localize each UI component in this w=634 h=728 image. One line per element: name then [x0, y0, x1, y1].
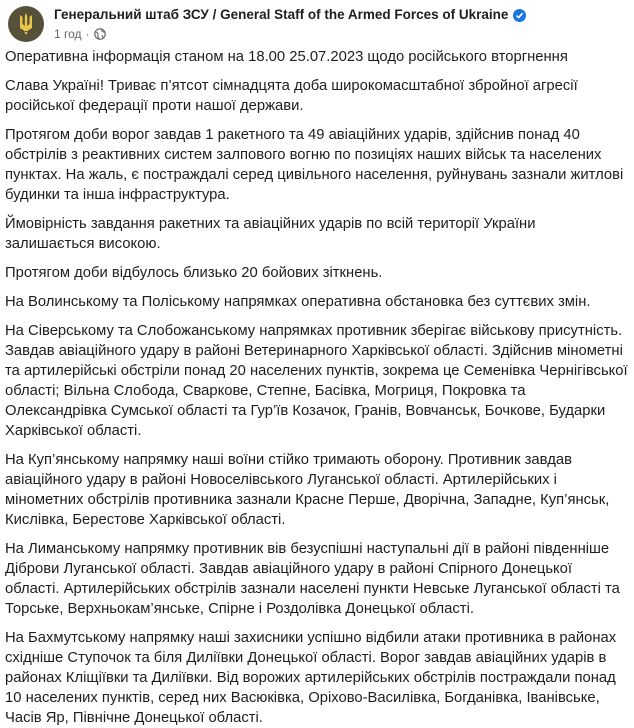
post-paragraph: На Бахмутському напрямку наші захисники успішно відбили атаки противника в районах східніше Ступочок та біля Диліївки Донецької області. Ворог завдав авіаційних ударів в районах Кліщіївки та Диліївки. Від ворожих артилерійських обстрілів постраждали понад 10 населених пунктів, серед них Васюківка, Оріхово-Василівка, Богданівка, Іванівське, Часів Яр, Північне Донецької області. — [5, 630, 617, 726]
page-avatar[interactable] — [8, 6, 44, 42]
globe-icon[interactable] — [94, 28, 106, 40]
post-header — [5, 0, 628, 46]
post-body — [5, 47, 628, 728]
post-paragraph: Протягом доби ворог завдав 1 ракетного та 49 авіаційних ударів, здійснив понад 40 обстрілів з реактивних систем залпового вогню по позиціях наших військ та населених пунктах. На жаль, є постраждалі серед цивільного населення, руйнувань зазнали житлові будинки та інша інфраструктура. — [5, 127, 624, 203]
page-name[interactable]: Генеральний штаб ЗСУ / General Staff of the Armed Forces of Ukraine — [54, 7, 509, 22]
separator-dot: · — [85, 27, 90, 41]
post-paragraph: Ймовірність завдання ракетних та авіаційних ударів по всій території України залишається високою. — [5, 216, 536, 252]
post-paragraph: На Сіверському та Слобожанському напрямках противник зберігає військову присутність. Завдав авіаційного удару в районі Ветеринарного Харківської області. Здійснив мінометні та артилерійські обстріли понад 20 населених пунктів, зокрема це Семенівка Чернігівської області; Вільна Слобода, Сваркове, Степне, Басівка, Могриця, Покровка та Олександрівка Сумської області та Гур’їв Козачок, Гранів, Вовчанськ, Бочкове, Бударки Харківської області. — [5, 323, 628, 439]
post-paragraph: На Волинському та Поліському напрямках оперативна обстановка без суттєвих змін. — [5, 294, 591, 310]
post-paragraph: Протягом доби відбулось близько 20 бойових зіткнень. — [5, 265, 383, 281]
post-paragraph: На Лиманському напрямку противник вів безуспішні наступальні дії в районі південніше Діброви Луганської області. Завдав авіаційного удару в районі Спірного Донецької області. Артилерійських обстрілів зазнали населені пункти Невське Луганської області та Торське, Верхньокам’янське, Спірне і Роздолівка Донецької області. — [5, 541, 620, 617]
post-paragraph: На Куп’янському напрямку наші воїни стійко тримають оборону. Противник завдав авіаційного удару в районі Новоселівського Луганської області. Артилерійських і мінометних обстрілів противника зазнали Красне Перше, Дворічна, Западне, Куп’янськ, Кислівка, Берестове Харківської області. — [5, 452, 610, 528]
post-paragraph: Слава Україні! Триває п’ятсот сімнадцята доба широкомасштабної збройної агресії російської федерації проти нашої держави. — [5, 78, 578, 114]
verified-badge-icon — [513, 9, 526, 22]
trident-emblem-icon — [15, 12, 37, 36]
post-timestamp[interactable]: 1 год — [54, 27, 82, 41]
post-paragraph-title: Оперативна інформація станом на 18.00 25.07.2023 щодо російського вторгнення — [5, 49, 568, 65]
